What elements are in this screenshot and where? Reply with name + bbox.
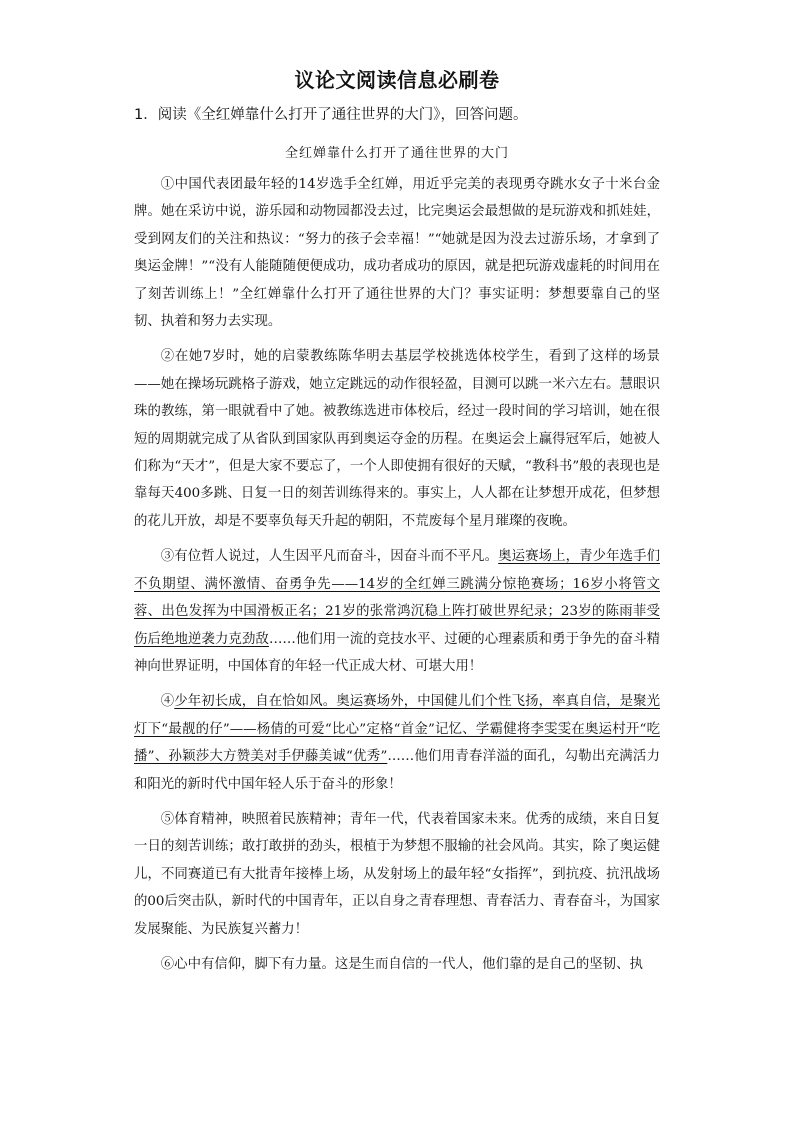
paragraph-4-end: ……他们用青春洋溢的面孔，勾勒出充满活力和阳光的新时代中国年轻人乐于奋斗的形象！ (134, 749, 660, 792)
document-title: 议论文阅读信息必刷卷 (294, 68, 500, 92)
question-prompt: 1．阅读《全红婵靠什么打开了通往世界的大门》，回答问题。 (134, 107, 528, 123)
article-title: 全红婵靠什么打开了通往世界的大门 (284, 146, 509, 161)
paragraph-3-end: ……他们用一流的竞技水平、过硬的心理素质和勇于争先的奋斗精神向世界证明，中国体育的年轻一代正成大材、可堪大用！ (134, 631, 661, 674)
article-body (134, 171, 660, 978)
paragraph-4-start: ④ (160, 694, 175, 710)
paragraph-2: ②在她7岁时，她的启蒙教练陈华明去基层学校挑选体校学生，看到了这样的场景——她在操场玩跳格子游戏，她立定跳远的动作很轻盈，目测可以跳一米六左右。慧眼识珠的教练，第一眼就看中了她。被教练选进市体校后，经过一段时间的学习培训，她在很短的周期就完成了从省队到国家队再到奥运夺金的历程。在奥运会上赢得冠军后，她被人们称为“天才”，但是大家不要忘了，一个人即使拥有很好的天赋，“教科书”般的表现也是靠每天400多跳、日复一日的刻苦训练得来的。事实上，人人都在让梦想开成花，但梦想的花儿开放，却是不要辜负每天升起的朝阳，不荒废每个星月璀璨的夜晚。 (134, 349, 660, 529)
paragraph-3 (134, 543, 660, 680)
paragraph-4 (134, 688, 660, 798)
paragraph-4-underlined: 少年初长成，自在恰如风。奥运赛场外，中国健儿们个性飞扬，率真自信，是聚光灯下“最靓的仔”——杨倩的可爱“比心”定格“首金”记忆、学霸健将李雯雯在奥运村开“吃播”、孙颖莎大方赞美对手伊藤美诚“优秀” (134, 694, 661, 765)
paragraph-5: ⑤体育精神，映照着民族精神；青年一代，代表着国家未来。优秀的成绩，来自日复一日的刻苦训练；敢打敢拼的劲头，根植于为梦想不服输的社会风尚。其实，除了奥运健儿，不同赛道已有大批青年接棒上场，从发射场上的最年轻“女指挥”，到抗疫、抗汛战场的00后突击队，新时代的中国青年，正以自身之青春理想、青春活力、青春奋斗，为国家发展聚能、为民族复兴蓄力！ (134, 811, 660, 937)
paragraph-1: ①中国代表团最年轻的14岁选手全红婵，用近乎完美的表现勇夺跳水女子十米台金牌。她在采访中说，游乐园和动物园都没去过，比完奥运会最想做的是玩游戏和抓娃娃，受到网友们的关注和热议：“努力的孩子会幸福！”“她就是因为没去过游乐场，才拿到了奥运金牌！”“没有人能随随便便成功，成功者成功的原因，就是把玩游戏虚耗的时间用在了刻苦训练上！”全红婵靠什么打开了通往世界的大门？事实证明：梦想要靠自己的坚韧、执着和努力去实现。 (134, 177, 660, 330)
paragraph-3-start: ③有位哲人说过，人生因平凡而奋斗，因奋斗而不平凡。 (160, 549, 499, 565)
paragraph-6: ⑥心中有信仰，脚下有力量。这是生而自信的一代人，他们靠的是自己的坚韧、执 (160, 956, 643, 972)
paragraph-3-underlined: 奥运赛场上，青少年选手们不负期望、满怀激情、奋勇争先——14岁的全红婵三跳满分惊艳赛场；16岁小将管文蓉、出色发挥为中国滑板正名；21岁的张常鸿沉稳上阵打破世界纪录；23岁的陈雨菲受伤后绝地逆袭力克劲敌 (134, 549, 661, 647)
